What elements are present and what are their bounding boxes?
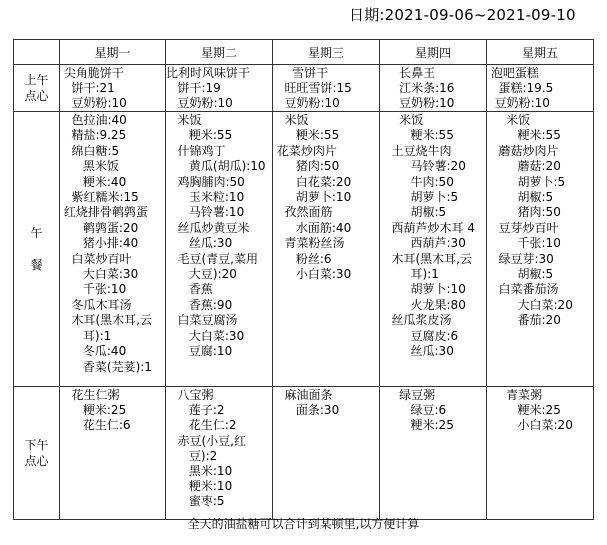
menu-item: 耳):1 xyxy=(380,267,439,282)
menu-item: 饼干:19 xyxy=(166,80,221,95)
menu-item: 花生仁:2 xyxy=(166,418,237,433)
menu-item: 千张:10 xyxy=(60,282,127,297)
menu-item: 白花菜:20 xyxy=(273,174,352,189)
menu-item: 绿豆芽:30 xyxy=(487,251,554,266)
menu-item: 尖角脆饼干 xyxy=(60,66,124,80)
menu-item: 花菜炒肉片 xyxy=(273,143,337,158)
menu-item: 赤豆(小豆,红 xyxy=(166,433,246,448)
menu-item: 胡萝卜:10 xyxy=(273,190,352,205)
menu-item: 蜜枣:5 xyxy=(166,494,225,509)
menu-item: 绿豆:6 xyxy=(380,403,447,418)
footer-note: 全天的油盐糖可以合计到某顿里,以方便计算 xyxy=(187,517,420,531)
menu-item: 丝瓜:30 xyxy=(380,344,454,359)
menu-item: 粳米:25 xyxy=(487,403,561,418)
meal-cell xyxy=(166,65,273,112)
menu-item: 冬瓜:40 xyxy=(60,344,127,359)
day-header: 星期二 xyxy=(166,40,273,65)
menu-item: 胡萝卜:10 xyxy=(380,282,466,297)
menu-item: 水面筋:40 xyxy=(273,220,352,235)
menu-item: 鹌鹑蛋:20 xyxy=(60,220,139,235)
menu-item: 毛豆(青豆,菜用 xyxy=(166,251,258,266)
menu-item: 猪小排:40 xyxy=(60,236,139,251)
menu-item: 蛋糕:19.5 xyxy=(487,80,554,95)
menu-item: 香蕉:90 xyxy=(166,297,233,312)
menu-item: 豆):2 xyxy=(166,448,218,463)
menu-item: 丝瓜浆皮汤 xyxy=(380,313,452,328)
menu-item: 色拉油:40 xyxy=(60,113,127,127)
menu-item: 粳米:55 xyxy=(380,128,454,143)
menu-item: 米饭 xyxy=(166,113,202,127)
menu-item: 蘑菇:20 xyxy=(487,159,561,174)
menu-item: 大白菜:20 xyxy=(487,297,573,312)
morning-snack-row xyxy=(14,65,594,112)
menu-item: 米饭 xyxy=(487,113,531,127)
menu-item: 什锦鸡丁 xyxy=(166,143,226,158)
menu-item: 麻油面条 xyxy=(273,388,333,402)
menu-item: 红烧排骨鹌鹑蛋 xyxy=(60,205,148,220)
row-label-lunch: 午 餐 xyxy=(14,112,60,387)
menu-item: 孜然面筋 xyxy=(273,205,333,220)
menu-item: 香菜(芫荽):1 xyxy=(60,359,152,374)
menu-item: 丝瓜:30 xyxy=(166,236,233,251)
menu-item: 面条:30 xyxy=(273,403,340,418)
menu-item: 牛肉:50 xyxy=(380,174,454,189)
menu-item: 粳米:25 xyxy=(380,418,454,433)
menu-item: 鸡胸脯肉:50 xyxy=(166,174,245,189)
afternoon-snack-row xyxy=(14,387,594,520)
row-label-afternoon-snack: 下午 点心 xyxy=(14,387,60,520)
menu-item: 青菜粥 xyxy=(487,388,543,402)
meal-cell xyxy=(380,387,487,520)
menu-item: 雪饼干 xyxy=(273,66,329,80)
menu-item: 比利时风味饼干 xyxy=(166,66,251,80)
menu-item: 火龙果:80 xyxy=(380,297,466,312)
menu-item: 耳):1 xyxy=(60,328,112,343)
menu-item: 白菜番茄汤 xyxy=(487,282,559,297)
menu-item: 豆奶粉:10 xyxy=(380,95,455,110)
menu-item: 猪肉:50 xyxy=(487,205,561,220)
menu-item: 紫红糯米:15 xyxy=(60,190,139,205)
meal-cell xyxy=(487,387,594,520)
meal-cell xyxy=(273,387,380,520)
lunch-row xyxy=(14,112,594,387)
menu-item: 小白菜:30 xyxy=(273,267,352,282)
day-header: 星期三 xyxy=(273,40,380,65)
menu-item: 白菜豆腐汤 xyxy=(166,313,238,328)
menu-item: 大白菜:30 xyxy=(166,328,245,343)
menu-item: 黑米:10 xyxy=(166,464,233,479)
menu-item: 粳米:55 xyxy=(487,128,561,143)
date-range: 日期:2021-09-06~2021-09-10 xyxy=(349,6,576,24)
menu-item: 胡萝卜:5 xyxy=(487,174,566,189)
row-label-morning-snack: 上午 点心 xyxy=(14,65,60,112)
meal-cell xyxy=(166,112,273,387)
menu-item: 冬瓜木耳汤 xyxy=(60,297,132,312)
menu-item: 小白菜:20 xyxy=(487,418,573,433)
menu-item: 千张:10 xyxy=(487,236,561,251)
menu-item: 长鼻王 xyxy=(380,66,436,80)
menu-item: 粳米:25 xyxy=(60,403,127,418)
menu-item: 黑米饭 xyxy=(60,159,119,174)
meal-cell xyxy=(273,112,380,387)
meal-cell xyxy=(60,387,166,520)
menu-item: 八宝粥 xyxy=(166,388,214,402)
menu-item: 饼干:21 xyxy=(60,80,115,95)
menu-item: 米饭 xyxy=(273,113,309,127)
day-header: 星期一 xyxy=(60,40,166,65)
menu-item: 胡椒:5 xyxy=(487,267,554,282)
menu-item: 绿豆粥 xyxy=(380,388,436,402)
menu-item: 木耳(黑木耳,云 xyxy=(60,313,152,328)
menu-item: 胡萝卜:5 xyxy=(380,190,459,205)
menu-item: 花生仁:6 xyxy=(60,418,131,433)
menu-item: 青菜粉丝汤 xyxy=(273,236,345,251)
menu-item: 蘑菇炒肉片 xyxy=(487,143,559,158)
meal-cell xyxy=(487,65,594,112)
menu-item: 豆奶粉:10 xyxy=(166,95,233,110)
meal-cell xyxy=(273,65,380,112)
menu-item: 江米条:16 xyxy=(380,80,455,95)
menu-item: 胡椒:5 xyxy=(487,190,554,205)
menu-item: 香蕉 xyxy=(166,282,213,297)
menu-item: 旺旺雪饼:15 xyxy=(273,80,352,95)
menu-item: 粳米:55 xyxy=(273,128,340,143)
menu-item: 马铃薯:20 xyxy=(380,159,466,174)
corner-cell xyxy=(14,40,60,65)
meal-cell xyxy=(380,112,487,387)
menu-item: 泡吧蛋糕 xyxy=(487,66,539,80)
day-header: 星期四 xyxy=(380,40,487,65)
menu-item: 粉丝:6 xyxy=(273,251,332,266)
menu-item: 花生仁粥 xyxy=(60,388,120,402)
menu-item: 豆奶粉:10 xyxy=(60,95,127,110)
menu-item: 莲子:2 xyxy=(166,403,225,418)
menu-item: 番茄:20 xyxy=(487,313,561,328)
menu-item: 大豆):20 xyxy=(166,267,237,282)
meal-cell xyxy=(487,112,594,387)
menu-item: 西葫芦:30 xyxy=(380,236,466,251)
day-header: 星期五 xyxy=(487,40,594,65)
menu-item: 猪肉:50 xyxy=(273,159,340,174)
menu-item: 豆奶粉:10 xyxy=(487,95,550,110)
menu-item: 玉米粒:10 xyxy=(166,190,245,205)
menu-item: 大白菜:30 xyxy=(60,267,139,282)
meal-cell xyxy=(60,65,166,112)
menu-item: 黄瓜(胡瓜):10 xyxy=(166,159,266,174)
menu-item: 西葫芦炒木耳 4 xyxy=(380,220,475,235)
menu-item: 土豆烧牛肉 xyxy=(380,143,452,158)
meal-cell xyxy=(380,65,487,112)
menu-item: 胡椒:5 xyxy=(380,205,447,220)
menu-item: 精盐:9.25 xyxy=(60,128,127,143)
meal-cell xyxy=(166,387,273,520)
menu-item: 豆腐:10 xyxy=(166,344,233,359)
menu-item: 豆腐皮:6 xyxy=(380,328,459,343)
menu-item: 豆芽炒百叶 xyxy=(487,220,559,235)
menu-item: 豆奶粉:10 xyxy=(273,95,340,110)
menu-item: 绵白糖:5 xyxy=(60,143,120,158)
menu-item: 粳米:40 xyxy=(60,174,127,189)
menu-item: 米饭 xyxy=(380,113,424,127)
menu-item: 马铃薯:10 xyxy=(166,205,245,220)
menu-item: 丝瓜炒黄豆米 xyxy=(166,220,250,235)
weekly-menu-table xyxy=(13,39,594,520)
meal-cell xyxy=(60,112,166,387)
header-row xyxy=(14,40,594,65)
menu-item: 粳米:55 xyxy=(166,128,233,143)
menu-item: 木耳(黑木耳,云 xyxy=(380,251,472,266)
menu-item: 白菜炒百叶 xyxy=(60,251,132,266)
menu-item: 粳米:10 xyxy=(166,479,233,494)
